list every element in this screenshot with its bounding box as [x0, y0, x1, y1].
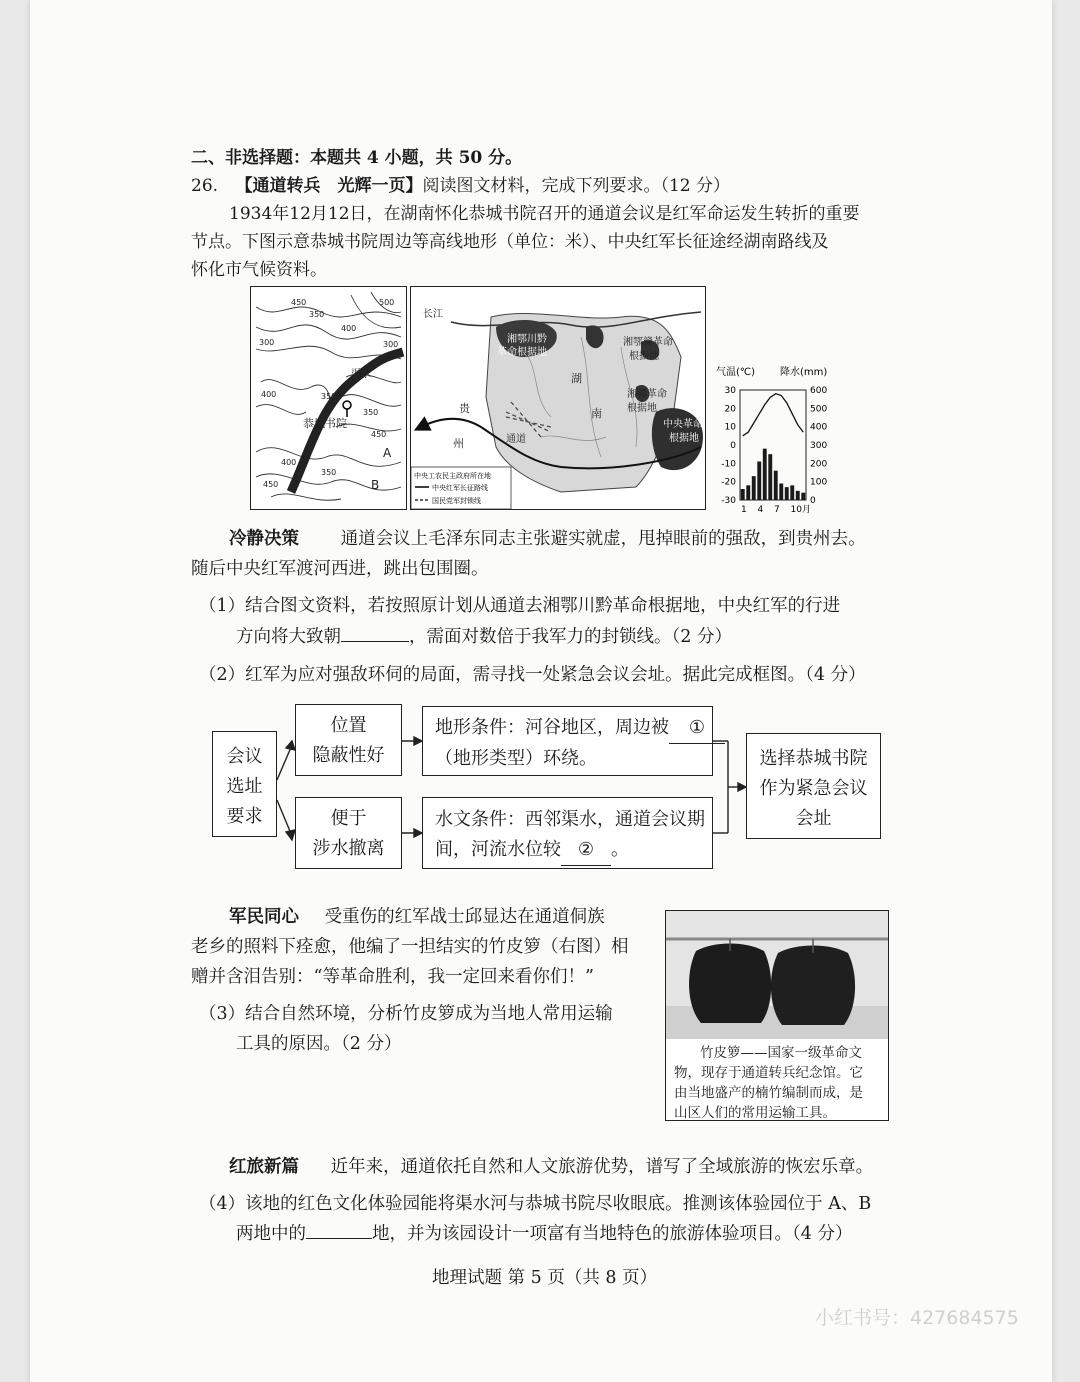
- caption-line: 物，现存于通道转兵纪念馆。它: [674, 1065, 863, 1081]
- tongdao-label: 通道: [506, 434, 526, 445]
- yangtze-label: 长江: [423, 309, 443, 320]
- precip-axis-title: 降水(mm): [780, 367, 828, 378]
- base-label: 湘赣革命: [627, 389, 667, 400]
- precip-tick: 300: [810, 441, 828, 451]
- watermark: 小红书号：427684575: [815, 1307, 1019, 1329]
- base-label: 根据地: [629, 351, 659, 362]
- q1-line-2b: ，需面对数倍于我军力的封锁线。（2 分）: [409, 627, 732, 647]
- q3-line-2: 工具的原因。（2 分）: [236, 1034, 402, 1054]
- part3-line: 近年来，通道依托自然和人文旅游优势，谱写了全域旅游的恢宏乐章。: [330, 1157, 874, 1177]
- contour-label: 350: [321, 392, 337, 401]
- part2-line-2: 老乡的照料下痊愈，他编了一担结实的竹皮箩（右图）相: [191, 937, 629, 957]
- precip-tick: 100: [810, 477, 828, 488]
- contour-label: 450: [291, 298, 307, 307]
- requirement-box: [212, 731, 277, 837]
- question-number: 26.: [191, 176, 219, 196]
- retreat-line: 涉水撤离: [312, 838, 385, 859]
- requirement-line: 要求: [226, 806, 263, 827]
- result-box: [746, 733, 881, 839]
- requirement-line: 选址: [226, 776, 263, 797]
- precip-tick: 200: [810, 459, 828, 470]
- contour-label: 300: [259, 338, 275, 347]
- contour-label: 500: [379, 298, 395, 307]
- position-line: 隐蔽性好: [312, 745, 385, 766]
- temp-tick: 20: [724, 404, 736, 415]
- base-label: 革命根据地: [497, 347, 547, 358]
- bamboo-basket-photo: [666, 911, 888, 1039]
- precip-tick: 0: [810, 496, 816, 506]
- temp-axis-title: 气温(℃): [716, 367, 756, 378]
- contour-label: 400: [261, 390, 277, 399]
- precip-tick: 600: [810, 386, 828, 396]
- position-line: 位置: [330, 715, 367, 736]
- month-tick: 4: [757, 505, 764, 514]
- intro-line-3: 怀化市气候资料。: [191, 260, 327, 280]
- q4-line-2a: 两地中的: [236, 1224, 306, 1244]
- temp-tick: 10: [724, 422, 736, 433]
- legend-item: 国民党军封锁线: [432, 497, 481, 505]
- part2-line-3: 赠并含泪告别：“等革命胜利，我一定回来看你们！”: [191, 967, 594, 987]
- caption-line: 竹皮箩——国家一级革命文: [700, 1045, 862, 1061]
- intro-line-2: 节点。下图示意恭城书院周边等高线地形（单位：米）、中央红军长征途经湖南路线及: [191, 232, 829, 252]
- position-box: [295, 704, 402, 776]
- contour-label: 450: [263, 480, 279, 489]
- temp-tick: -20: [721, 477, 736, 488]
- temp-tick: -30: [721, 496, 736, 506]
- section-heading: 二、非选择题：本题共 4 小题，共 50 分。: [191, 148, 523, 168]
- result-line: 作为紧急会议: [759, 778, 868, 799]
- water-line-1: 水文条件：西邻渠水，通道会议期: [435, 809, 705, 830]
- part3-text: [229, 1153, 873, 1181]
- q4-answer-blank[interactable]: [306, 1220, 372, 1239]
- base-label: 根据地: [627, 403, 657, 414]
- temp-tick: -10: [721, 459, 736, 470]
- result-line: 选择恭城书院: [759, 748, 868, 769]
- photo-figure: [665, 910, 889, 1121]
- blank-2[interactable]: ②: [561, 835, 611, 866]
- part1-line-1: 通道会议上毛泽东同志主张避实就虚，甩掉眼前的强敌，到贵州去。: [340, 529, 866, 549]
- province-label: 南: [591, 407, 602, 420]
- terrain-box: [422, 706, 713, 776]
- contour-label: 350: [363, 408, 379, 417]
- part2-heading: 军民同心: [229, 907, 299, 927]
- retreat-line: 便于: [330, 808, 367, 829]
- terrain-line-2: （地形类型）环绕。: [435, 748, 597, 769]
- point-a-label: A: [383, 446, 392, 460]
- base-label: 根据地: [669, 433, 699, 444]
- month-tick: 1: [741, 505, 747, 514]
- terrain-line-1: 地形条件：河谷地区，周边被: [435, 717, 669, 738]
- precip-tick: 500: [810, 404, 828, 415]
- part1-heading: 冷静决策: [229, 529, 299, 549]
- q4-line-2: [236, 1220, 852, 1248]
- point-b-label: B: [371, 478, 380, 492]
- water-line-end: 。: [611, 839, 629, 860]
- temp-tick: 30: [724, 386, 736, 396]
- legend-item: 中央工农民主政府所在地: [414, 472, 491, 480]
- contour-label: 300: [383, 340, 399, 349]
- academy-label: 恭城书院: [303, 417, 347, 430]
- legend-item: 中央红军长征路线: [432, 484, 488, 492]
- retreat-box: [295, 797, 402, 869]
- precip-tick: 400: [810, 422, 828, 433]
- page-footer: 地理试题 第 5 页（共 8 页）: [432, 1268, 658, 1288]
- caption-line: 由当地盛产的楠竹编制而成，是: [674, 1085, 863, 1101]
- part3-heading: 红旅新篇: [229, 1157, 299, 1177]
- blank-1[interactable]: ①: [669, 713, 725, 744]
- province-label: 州: [453, 437, 464, 450]
- q1-line-1: （1）结合图文资料，若按照原计划从通道去湘鄂川黔革命根据地，中央红军的行进: [199, 596, 841, 616]
- contour-label: 350: [309, 310, 325, 319]
- province-label: 湖: [571, 372, 582, 385]
- intro-line-1: 1934年12月12日，在湖南怀化恭城书院召开的通道会议是红军命运发生转折的重要: [229, 204, 860, 224]
- base-label: 湘鄂川黔: [507, 334, 547, 345]
- requirement-line: 会议: [226, 746, 263, 767]
- question-title: 【通道转兵 光辉一页】: [235, 176, 423, 196]
- q3-line-1: （3）结合自然环境，分析竹皮箩成为当地人常用运输: [199, 1004, 613, 1024]
- part1-line-2: 随后中央红军渡河西进，跳出包围圈。: [191, 559, 489, 579]
- month-tick: 10月: [790, 505, 811, 514]
- river-label: 渠水: [351, 369, 371, 380]
- contour-label: 400: [281, 458, 297, 467]
- base-label: 中央革命: [663, 419, 703, 430]
- month-tick: 7: [774, 505, 780, 514]
- temp-tick: 0: [730, 441, 736, 451]
- base-label: 湘鄂赣革命: [623, 337, 673, 348]
- q1-line-2a: 方向将大致朝: [236, 627, 341, 647]
- q2-text: （2）红军为应对强敌环伺的局面，需寻找一处紧急会议会址。据此完成框图。（4 分）: [199, 665, 866, 685]
- province-label: 贵: [459, 402, 470, 415]
- water-box: [422, 797, 713, 869]
- water-line-2: 间，河流水位较: [435, 839, 561, 860]
- question-instruction: 阅读图文材料，完成下列要求。（12 分）: [422, 176, 730, 196]
- contour-label: 400: [341, 324, 357, 333]
- q4-line-1: （4）该地的红色文化体验园能将渠水河与恭城书院尽收眼底。推测该体验园位于 A、B: [199, 1194, 872, 1214]
- caption-line: 山区人们的常用运输工具。: [674, 1105, 836, 1121]
- q4-line-2b: 地，并为该园设计一项富有当地特色的旅游体验项目。（4 分）: [372, 1224, 853, 1244]
- part2-text: [229, 903, 605, 931]
- photo-caption: [666, 1043, 888, 1121]
- contour-label: 350: [321, 468, 337, 477]
- contour-label: 450: [371, 430, 387, 439]
- result-line: 会址: [795, 808, 832, 829]
- part2-line-1: 受重伤的红军战士邱显达在通道侗族: [324, 907, 605, 927]
